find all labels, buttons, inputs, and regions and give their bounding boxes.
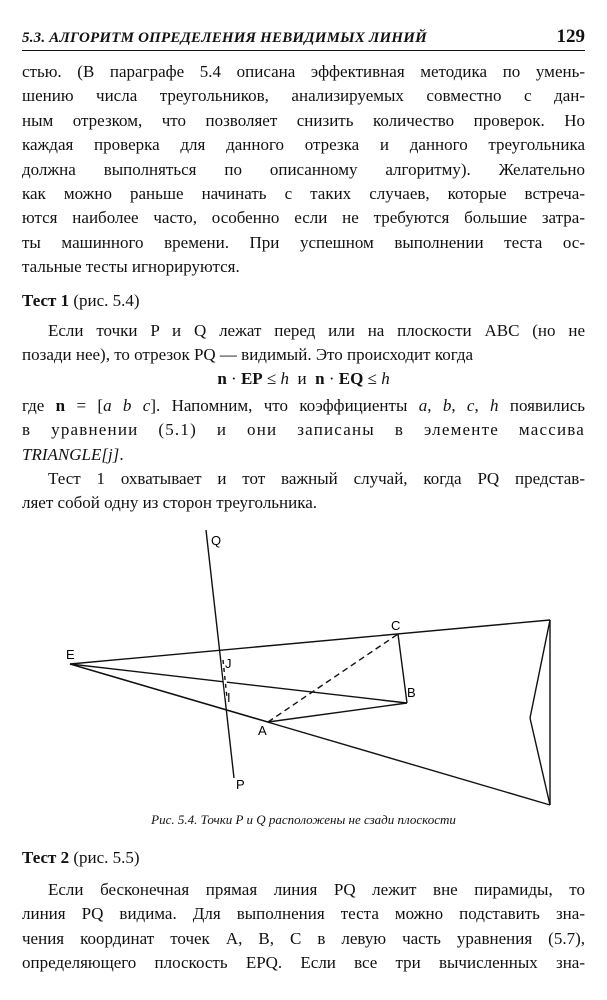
test1-figure-ref: (рис. 5.4) — [73, 291, 140, 310]
label-a: A — [258, 723, 267, 738]
text-line: шению числа треугольников, анализируемых совместно с дан- — [22, 86, 585, 106]
label-q: Q — [211, 533, 222, 548]
text-line: TRIANGLE[j]. — [22, 444, 124, 464]
formula-h: h — [381, 369, 390, 388]
formula-ep: EP — [240, 369, 263, 388]
test2-title: Тест 2 — [22, 848, 70, 867]
text-line: позади нее), то отрезок PQ — видимый. Это происходит когда — [22, 345, 474, 365]
test2-paragraph — [22, 878, 585, 976]
text-line: ты машинного времени. При успешном выполнении теста ос- — [22, 232, 585, 252]
text-line: ляет собой одну из сторон треугольника. — [22, 493, 318, 513]
page-number: 129 — [556, 26, 585, 47]
edge-far-diag-2 — [530, 718, 550, 805]
label-p: P — [236, 777, 245, 792]
label-b: B — [407, 685, 416, 700]
edge-a-c-dashed — [268, 634, 398, 722]
section-title: 5.3. АЛГОРИТМ ОПРЕДЕЛЕНИЯ НЕВИДИМЫХ ЛИНИЙ — [22, 30, 428, 46]
label-e: E — [66, 647, 75, 662]
test2-heading — [22, 848, 140, 868]
text-line: Если бесконечная прямая линия PQ лежит вне пирамиды, то — [48, 880, 585, 899]
edge-far-diag-1 — [530, 620, 550, 718]
label-j: J — [225, 656, 232, 671]
text-line: тальные тесты игнорируются. — [22, 257, 240, 277]
edge-e-b — [70, 664, 407, 703]
formula-eq: EQ — [338, 369, 364, 388]
formula-le: ≤ — [367, 369, 377, 388]
label-i: I — [227, 690, 231, 705]
text-line: ным отрезком, что позволяет снизить количество проверок. Но — [22, 110, 585, 130]
line-pq — [206, 530, 234, 778]
text-line: каждая проверка для данного отрезка и данного треугольника — [22, 135, 585, 155]
test2-figure-ref: (рис. 5.5) — [73, 848, 140, 867]
edge-e-a — [70, 664, 268, 722]
formula-h: h — [280, 369, 290, 388]
text-line: определяющего плоскость EPQ. Если все три вычисленных зна- — [22, 953, 585, 973]
text-line: Тест 1 охватывает и тот важный случай, когда PQ представ- — [48, 469, 585, 488]
figure-caption: Рис. 5.4. Точки P и Q расположены не сзади плоскости — [151, 812, 456, 827]
formula-and: и — [297, 369, 307, 388]
text-line: ются наиболее часто, особенно если не требуются большие затра- — [22, 208, 585, 228]
formula-n: n — [315, 369, 325, 388]
formula-dot: · — [328, 369, 335, 388]
formula-n: n — [217, 369, 227, 388]
text-line: как можно раньше начинать с таких случаев, которые встреча- — [22, 184, 585, 204]
formula-dot: · — [231, 369, 237, 388]
text-line: Если точки P и Q лежат перед или на плоскости ABC (но не — [48, 321, 585, 340]
text-line: стью. (В параграфе 5.4 описана эффективная методика по умень- — [22, 62, 585, 81]
text-line: где n = [a b c]. Напомним, что коэффициенты a, b, c, h появились — [22, 396, 585, 415]
label-c: C — [391, 618, 401, 633]
text-line: линия PQ видима. Для выполнения теста можно подставить зна- — [22, 904, 585, 924]
text-line: должна выполняться по описанному алгоритму). Желательно — [22, 159, 585, 179]
text-line: чения координат точек A, B, C в левую часть уравнения (5.7), — [22, 928, 585, 948]
text-line: в уравнении (5.1) и они записаны в элементе массива — [22, 420, 585, 440]
formula-le: ≤ — [266, 369, 277, 388]
edge-a-b — [268, 703, 407, 722]
edge-e-c — [70, 620, 550, 664]
test1-title: Тест 1 — [22, 291, 70, 310]
edge-c-b — [398, 634, 407, 703]
